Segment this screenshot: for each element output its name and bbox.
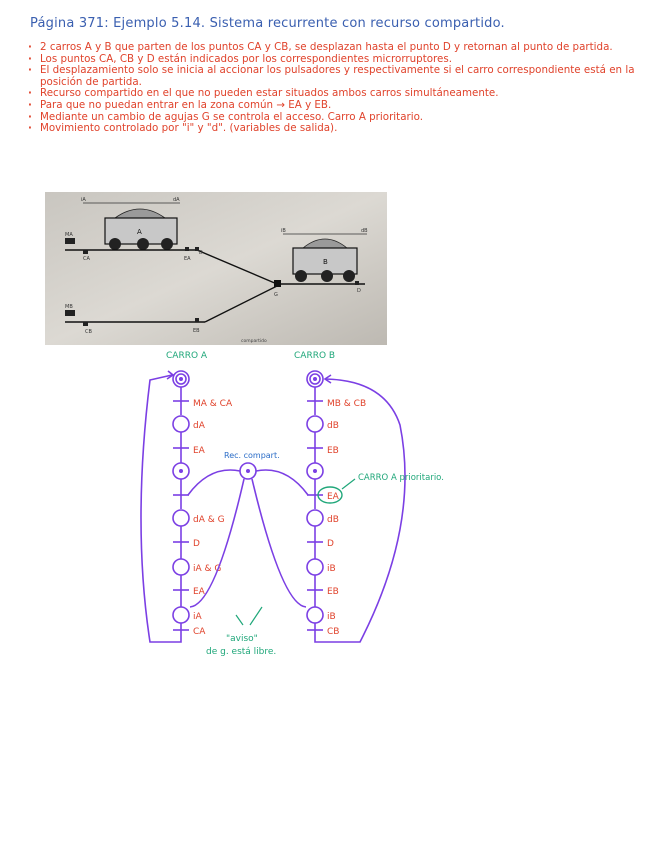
a-transition-label: CA xyxy=(193,627,206,637)
carro-b-header: CARRO B xyxy=(294,351,336,361)
a-action-label: dA xyxy=(193,421,205,431)
b-transition-label: D xyxy=(327,539,334,549)
a-transition-label: D xyxy=(193,539,200,549)
bullet-item: · Los puntos CA, CB y D están indicados por los correspondientes microrruptores. xyxy=(28,54,638,66)
token-a xyxy=(179,469,183,473)
bullet-list xyxy=(28,42,638,135)
figure-label: MB xyxy=(65,304,73,310)
bullet-item: · El desplazamiento solo se inicia al accionar los pulsadores y respectivamente si el carro correspondiente está en la posición de partida. xyxy=(28,65,638,88)
figure-label: MA xyxy=(65,232,73,238)
priority-note: CARRO A prioritario. xyxy=(358,473,444,483)
figure-label: CB xyxy=(85,329,92,335)
figure-label: iA xyxy=(81,197,86,203)
aviso-arrows xyxy=(236,607,262,625)
a-action-label: dA & G xyxy=(193,515,225,525)
bullet-item: · 2 carros A y B que parten de los puntos CA y CB, se desplazan hasta el punto D y retornan al punto de partida. xyxy=(28,42,638,54)
grafcet-diagram xyxy=(0,345,646,675)
b-action-label: iB xyxy=(327,612,336,622)
bullet-item: · Mediante un cambio de agujas G se controla el acceso. Carro A prioritario. xyxy=(28,112,638,124)
figure-label: B xyxy=(323,258,328,266)
b-action-label: iB xyxy=(327,564,336,574)
a-transition-label: MA & CA xyxy=(193,399,233,409)
figure-label: CA xyxy=(83,256,90,262)
a-action-label: iA & G xyxy=(193,564,222,574)
aviso-line1: "aviso" xyxy=(226,634,258,644)
priority-arrow xyxy=(342,479,355,489)
figure-label: A xyxy=(137,228,142,236)
figure-label: iB xyxy=(281,228,286,234)
page-title: Página 371: Ejemplo 5.14. Sistema recurrente con recurso compartido. xyxy=(30,16,505,31)
b-action-label: dB xyxy=(327,515,339,525)
figure-label: EB xyxy=(193,328,200,334)
b-transition-label: EB xyxy=(327,587,339,597)
b-transition-label: MB & CB xyxy=(327,399,367,409)
b-transition-label: EB xyxy=(327,446,339,456)
figure-label: G xyxy=(274,292,278,298)
token-b-init xyxy=(313,377,317,381)
bullet-item: · Movimiento controlado por "i" y "d". (variables de salida). xyxy=(28,123,638,135)
b-action-label: dB xyxy=(327,421,339,431)
figure-caption: compartido xyxy=(241,339,267,344)
rec-compart-label: Rec. compart. xyxy=(224,451,280,460)
bullet-item: · Recurso compartido en el que no pueden estar situados ambos carros simultáneamente. xyxy=(28,88,638,100)
figure-label: EA xyxy=(184,256,191,262)
a-transition-label: EA xyxy=(193,587,205,597)
b-transition-label: CB xyxy=(327,627,340,637)
figure-label: dA xyxy=(173,197,180,203)
a-transition-label: EA xyxy=(193,446,205,456)
bullet-item: · Para que no puedan entrar en la zona común → EA y EB. xyxy=(28,100,638,112)
carro-b-chain xyxy=(307,371,405,642)
token-a-init xyxy=(179,377,183,381)
a-action-label: iA xyxy=(193,612,202,622)
shared-resource-links xyxy=(188,463,308,607)
shared-resource-token xyxy=(246,469,250,473)
token-b xyxy=(313,469,317,473)
carro-a-header: CARRO A xyxy=(166,351,208,361)
figure-label: D xyxy=(357,288,361,294)
b-ea-transition-label: EA xyxy=(327,492,339,502)
carro-a-chain xyxy=(141,371,189,642)
figure-label: D xyxy=(199,250,203,256)
textbook-figure-photo xyxy=(45,192,387,345)
figure-label: dB xyxy=(361,228,368,234)
aviso-line2: de g. está libre. xyxy=(206,647,277,657)
